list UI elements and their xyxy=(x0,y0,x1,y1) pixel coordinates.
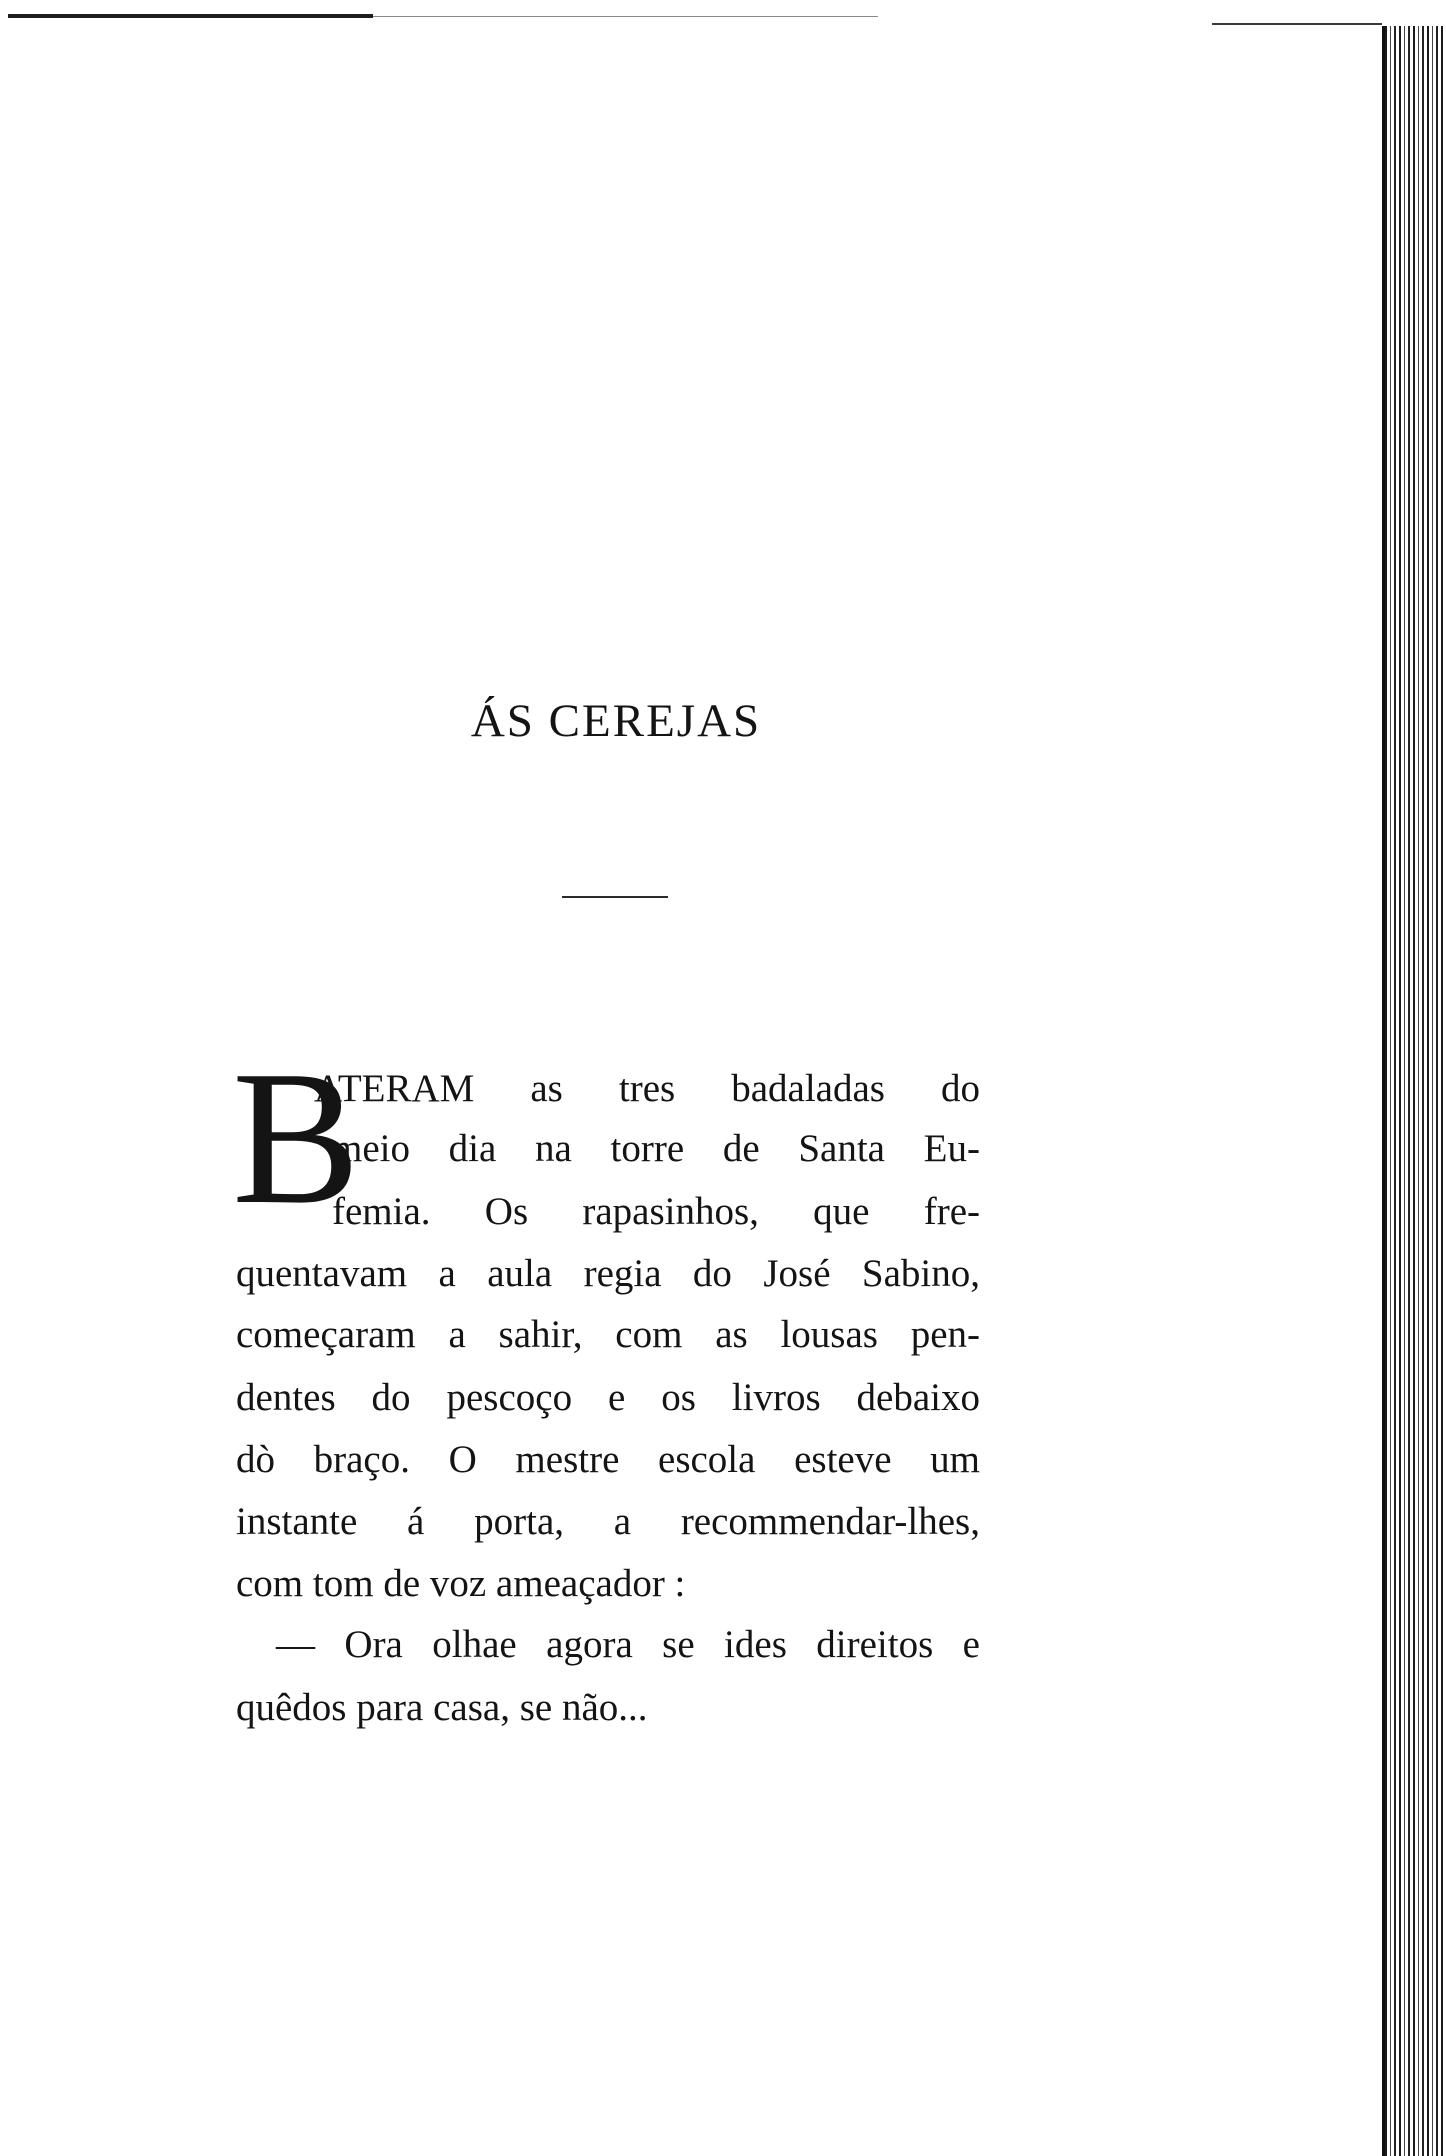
book-spine-border xyxy=(1382,26,1385,2156)
text-line: quêdos para casa, se não... xyxy=(236,1686,648,1729)
drop-cap: B xyxy=(232,1031,361,1244)
dialogue-line: — Ora olhae agora se ides direitos e xyxy=(276,1623,980,1666)
text-line: instante á porta, a recommendar-lhes, xyxy=(236,1500,980,1543)
text-line: dentes do pescoço e os livros debaixo xyxy=(236,1376,980,1419)
text-line: meio dia na torre de Santa Eu- xyxy=(332,1127,980,1170)
top-edge-rule-thin xyxy=(373,16,878,17)
title-divider xyxy=(562,896,668,898)
text-line: com tom de voz ameaçador : xyxy=(236,1562,686,1605)
chapter-title: ÁS CEREJAS xyxy=(470,695,762,747)
top-edge-rule-right xyxy=(1212,23,1382,25)
book-spine-edge xyxy=(1382,26,1446,2156)
text-line: começaram a sahir, com as lousas pen- xyxy=(236,1313,980,1356)
text-line: dò braço. O mestre escola esteve um xyxy=(236,1438,980,1481)
text-line: femia. Os rapasinhos, que fre- xyxy=(332,1190,980,1233)
text-line: ATERAM as tres badaladas do xyxy=(314,1067,980,1110)
text-line: quentavam a aula regia do José Sabino, xyxy=(236,1252,980,1295)
top-edge-rule xyxy=(8,14,373,18)
